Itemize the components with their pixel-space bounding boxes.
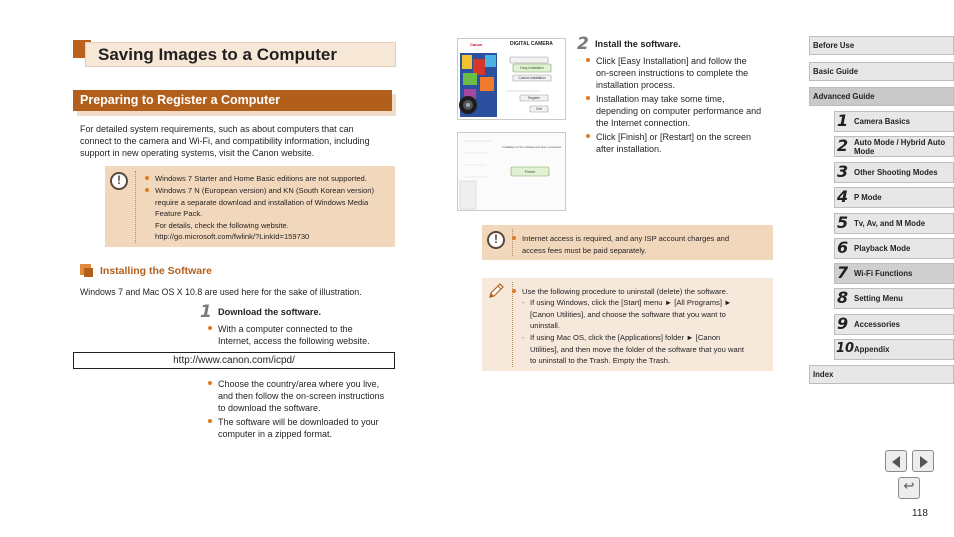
finish-button[interactable]: Finish <box>524 169 536 174</box>
installing-note: Windows 7 and Mac OS X 10.8 are used here for the sake of illustration. <box>80 287 362 297</box>
canon-logo: Canon <box>470 42 483 47</box>
installer-screenshot <box>457 38 566 120</box>
exit-button[interactable]: Exit <box>536 107 542 111</box>
step-2-bullet: Click [Easy Installation] and follow the on-screen instructions to complete the installation process. <box>586 55 781 91</box>
custom-installation-button[interactable]: Custom Installation <box>518 76 546 80</box>
chapter-6-playback-mode[interactable]: 6 Playback Mode <box>834 238 954 259</box>
return-arrow-icon: ↩ <box>903 479 915 494</box>
chapter-5-tv-av-m-mode[interactable]: 5 Tv, Av, and M Mode <box>834 213 954 234</box>
step-1-bullet: With a computer connected to the Internet, access the following website. <box>208 323 403 347</box>
memo-windows-steps: - If using Windows, click the [Start] menu ► [All Programs] ► [Canon Utilities], and choose the software that you want to uninstall. <box>522 298 732 330</box>
chapter-1-camera-basics[interactable]: 1 Camera Basics <box>834 111 954 132</box>
caution-item: Windows 7 N (European version) and KN (South Korean version) require a separate download and installation of Windows Media Feature Pack. For details, check the following website. http://go.microsoft.com/fwlink/?LinkId=159730 <box>145 185 390 243</box>
exclamation-circle-icon <box>487 231 505 249</box>
next-page-button[interactable] <box>912 450 934 472</box>
step-2-bullet: Installation may take some time, depending on computer performance and the Internet connection. <box>586 93 781 129</box>
canon-url-box[interactable]: http://www.canon.com/icpd/ <box>73 352 395 369</box>
easy-installation-button[interactable]: Easy Installation <box>520 66 544 70</box>
previous-page-button[interactable] <box>885 450 907 472</box>
section-title: Preparing to Register a Computer <box>80 93 281 107</box>
step-2-number: 2 <box>577 34 589 54</box>
nav-index[interactable]: Index <box>809 365 954 384</box>
nav-advanced-guide[interactable]: Advanced Guide <box>809 87 954 106</box>
nav-basic-guide[interactable]: Basic Guide <box>809 62 954 81</box>
page-title: Saving Images to a Computer <box>98 45 337 64</box>
page-number: 118 <box>912 508 928 519</box>
microsoft-link[interactable]: http://go.microsoft.com/fwlink/?LinkId=159730 <box>155 232 310 241</box>
memo-mac-steps: - If using Mac OS, click the [Applications] folder ► [Canon Utilities], and then move the folder of the software that you want to uninstall to the Trash. Empty the Trash. <box>522 333 745 365</box>
chapter-9-accessories[interactable]: 9 Accessories <box>834 314 954 335</box>
return-button[interactable] <box>898 477 920 499</box>
caution-box <box>105 166 395 247</box>
triangle-right-icon <box>920 456 928 468</box>
caution-item: Internet access is required, and any ISP account charges and access fees must be paid separately. <box>512 233 767 256</box>
page-title-bar <box>73 40 396 68</box>
step-2-bullet: Click [Finish] or [Restart] on the screen after installation. <box>586 131 781 155</box>
step-2-title: Install the software. <box>595 39 681 49</box>
uninstall-memo-box <box>482 278 773 371</box>
chapter-10-appendix[interactable]: 10 Appendix <box>834 339 954 360</box>
step-1-bullet: The software will be downloaded to your computer in a zipped format. <box>208 416 403 440</box>
exclamation-circle-icon <box>110 172 128 190</box>
chapter-2-auto-mode[interactable]: 2 Auto Mode / Hybrid Auto Mode <box>834 136 954 157</box>
internet-caution-box <box>482 225 773 260</box>
intro-text: For detailed system requirements, such as about computers that can connect to the camera and Wi-Fi, and compatibility information, including support in new operating systems, visit the Canon website. <box>80 124 370 158</box>
caution-item: Windows 7 Starter and Home Basic editions are not supported. <box>145 173 390 185</box>
chapter-7-wifi-functions[interactable]: 7 Wi-Fi Functions <box>834 263 954 284</box>
pencil-icon <box>486 281 506 301</box>
register-button[interactable]: Register <box>528 96 540 100</box>
finish-screenshot <box>457 132 566 211</box>
step-1-bullet: Choose the country/area where you live, and then follow the on-screen instructions to download the software. <box>208 378 403 414</box>
step-1-number: 1 <box>200 302 212 322</box>
chapter-3-other-shooting-modes[interactable]: 3 Other Shooting Modes <box>834 162 954 183</box>
install-complete-message: Installation of the software has been completed. <box>502 145 562 149</box>
memo-item: Use the following procedure to uninstall (delete) the software. <box>512 286 767 298</box>
triangle-left-icon <box>892 456 900 468</box>
nav-before-use[interactable]: Before Use <box>809 36 954 55</box>
chapter-4-p-mode[interactable]: 4 P Mode <box>834 187 954 208</box>
section-title-bar <box>73 90 396 116</box>
step-1-title: Download the software. <box>218 307 322 317</box>
product-label: DIGITAL CAMERA <box>510 41 553 47</box>
chapter-8-setting-menu[interactable]: 8 Setting Menu <box>834 288 954 309</box>
